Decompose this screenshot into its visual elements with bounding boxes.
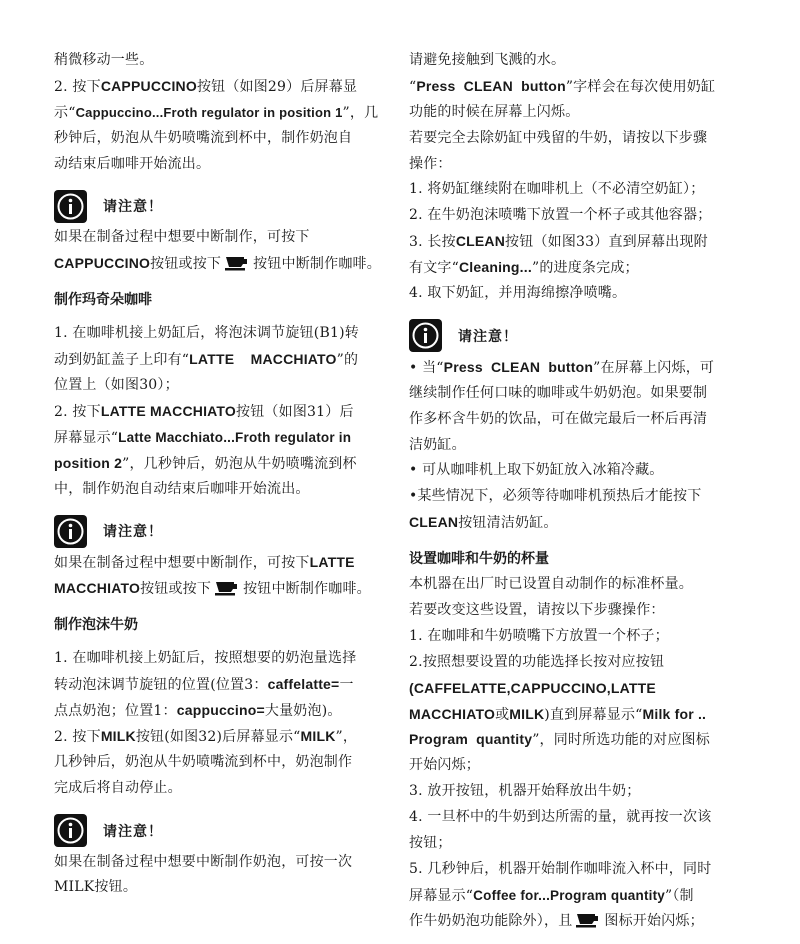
note-header: [54, 187, 393, 225]
text-line: MACCHIATO按钮或按下 按钮中断制作咖啡。: [54, 576, 393, 602]
text-line: 动结束后咖啡开始流出。: [54, 155, 211, 172]
text-line: Program quantity”，同时所选功能的对应图标: [409, 731, 710, 749]
text-line: 几秒钟后，奶泡从牛奶喷嘴流到杯中，奶泡制作: [54, 753, 353, 770]
text-line: •某些情况下，必须等待咖啡机预热后才能按下: [409, 488, 702, 505]
text-line: (CAFFELATTE,CAPPUCCINO,LATTE: [409, 679, 656, 696]
note-header: [54, 812, 393, 850]
coffee-cup-icon: [215, 580, 239, 602]
text-line: 3. 长按CLEAN按钮（如图33）直到屏幕出现附: [409, 233, 708, 251]
text-line: 1. 在咖啡机接上奶缸后，将泡沫调节旋钮(B1)转: [54, 325, 359, 342]
note-title: 请注意！: [103, 823, 163, 840]
text-line: 有文字“Cleaning...”的进度条完成；: [409, 259, 639, 277]
text-line: 本机器在出厂时已设置自动制作的标准杯量。: [409, 576, 693, 593]
text-line: 5. 几秒钟后，机器开始制作咖啡流入杯中，同时: [409, 860, 712, 877]
note-title: 请注意！: [458, 328, 518, 345]
text-line: 屏幕显示“Latte Macchiato...Froth regulator in: [54, 429, 352, 446]
text-line: 2. 在牛奶泡沫喷嘴下放置一个杯子或其他容器；: [409, 207, 712, 224]
text-line: • 可从咖啡机上取下奶缸放入冰箱冷藏。: [409, 462, 664, 479]
note-header: [54, 512, 393, 550]
text-line: 3. 放开按钮，机器开始释放出牛奶；: [409, 783, 641, 800]
text-line: 若要改变这些设置，请按以下步骤操作：: [409, 602, 665, 619]
section-heading: 设置咖啡和牛奶的杯量: [409, 551, 549, 568]
text-line: 秒钟后，奶泡从牛奶喷嘴流到杯中，制作奶泡自: [54, 129, 353, 146]
info-icon: [409, 319, 442, 352]
text-line: 按钮；: [409, 835, 452, 852]
section-heading: 制作泡沫牛奶: [54, 617, 138, 634]
text-line: 4. 取下奶缸，并用海绵擦净喷嘴。: [409, 285, 627, 302]
text-line: position 2”，几秒钟后，奶泡从牛奶喷嘴流到杯: [54, 454, 357, 472]
text-line: 继续制作任何口味的咖啡或牛奶奶泡。如果要制: [409, 384, 708, 401]
section-heading: 制作玛奇朵咖啡: [54, 292, 152, 309]
text-line: 如果在制备过程中想要中断制作，可按下: [54, 229, 310, 246]
right-column: [409, 48, 746, 935]
text-line: 请避免接触到飞溅的水。: [409, 52, 566, 68]
text-line: 1. 将奶缸继续附在咖啡机上（不必清空奶缸）；: [409, 181, 705, 198]
text-line: CAPPUCCINO按钮或按下 按钮中断制作咖啡。: [54, 251, 393, 277]
text-line: 2. 按下LATTE MACCHIATO按钮（如图31）后: [54, 402, 354, 420]
text-line: 位置上（如图30）；: [54, 377, 179, 394]
text-line: 转动泡沫调节旋钮的位置(位置3：caffelatte=一: [54, 676, 354, 694]
text-line: 作牛奶奶泡功能除外），且 图标开始闪烁；: [409, 909, 746, 935]
note-title: 请注意！: [103, 524, 163, 541]
note-title: 请注意！: [103, 199, 163, 216]
text-line: 1. 在咖啡机接上奶缸后，按照想要的奶泡量选择: [54, 650, 357, 667]
text-line: CLEAN按钮清洁奶缸。: [409, 514, 558, 532]
text-line: 屏幕显示“Coffee for...Program quantity”（制: [409, 887, 694, 904]
coffee-cup-icon: [225, 255, 249, 277]
text-line: 中，制作奶泡自动结束后咖啡开始流出。: [54, 480, 310, 497]
text-line: MACCHIATO或MILK)直到屏幕显示“Milk for ..: [409, 705, 707, 723]
text-line: 2. 按下MILK按钮(如图32)后屏幕显示“MILK”，: [54, 727, 358, 745]
text-line: • 当“Press CLEAN button”在屏幕上闪烁，可: [409, 358, 715, 376]
info-icon: [54, 515, 87, 548]
text-line: 2.按照想要设置的功能选择长按对应按钮: [409, 653, 665, 670]
text-line: 作多杯含牛奶的饮品，可在做完最后一杯后再清: [409, 410, 708, 427]
text-line: 若要完全去除奶缸中残留的牛奶，请按以下步骤: [409, 129, 708, 146]
text-line: 1. 在咖啡和牛奶喷嘴下方放置一个杯子；: [409, 627, 669, 644]
text-line: 动到奶缸盖子上印有“LATTE MACCHIATO”的: [54, 351, 359, 369]
text-line: 如果在制备过程中想要中断制作，可按下LATTE: [54, 554, 355, 572]
text-line: 完成后将自动停止。: [54, 779, 182, 796]
text-line: 洁奶缸。: [409, 436, 466, 453]
text-line: MILK按钮。: [54, 879, 138, 896]
text-line: 2. 按下CAPPUCCINO按钮（如图29）后屏幕显: [54, 77, 358, 95]
coffee-cup-icon: [576, 912, 600, 935]
text-line: 如果在制备过程中想要中断制作奶泡，可按一次: [54, 853, 353, 870]
text-line: “Press CLEAN button”字样会在每次使用奶缸: [409, 77, 716, 95]
note-header: [409, 317, 746, 355]
text-line: 示“Cappuccino...Froth regulator in position 1”，几: [54, 104, 379, 121]
text-line: 稍微移动一些。: [54, 52, 154, 68]
text-line: 点点奶泡；位置1：cappuccino=大量奶泡)。: [54, 702, 342, 720]
text-line: 开始闪烁；: [409, 757, 480, 774]
info-icon: [54, 814, 87, 847]
text-line: 操作：: [409, 155, 452, 172]
info-icon: [54, 190, 87, 223]
left-column: [54, 48, 393, 901]
text-line: 4. 一旦杯中的牛奶到达所需的量，就再按一次该: [409, 809, 712, 826]
text-line: 功能的时候在屏幕上闪烁。: [409, 103, 580, 120]
